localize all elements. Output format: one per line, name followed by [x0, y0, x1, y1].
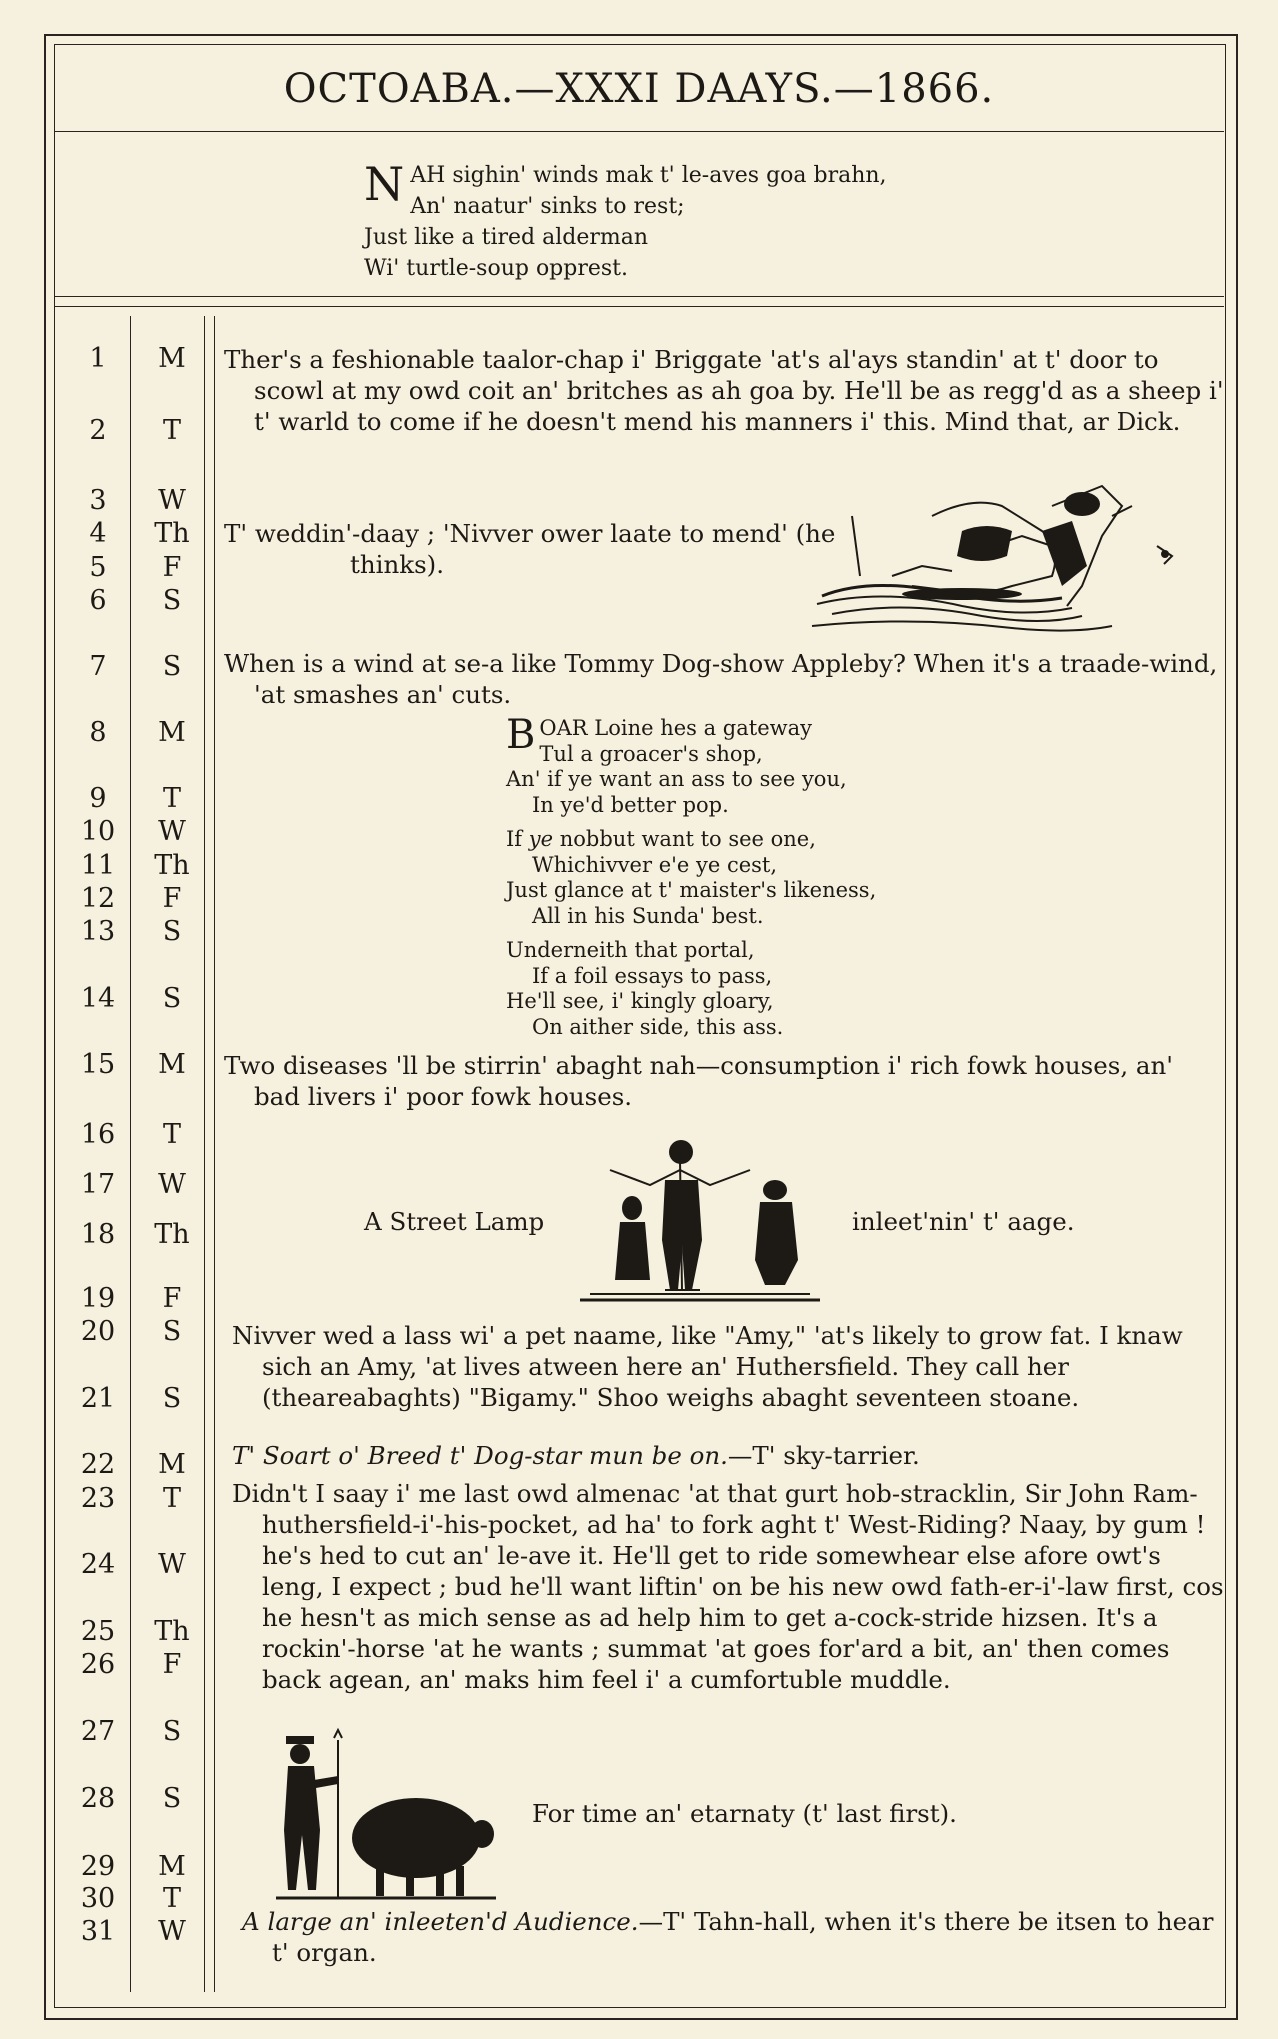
day-number: 25 — [80, 1616, 116, 1647]
day-number: 20 — [80, 1316, 116, 1347]
day-number: 11 — [80, 850, 116, 881]
day-number: 23 — [80, 1483, 116, 1514]
day-number: 19 — [80, 1283, 116, 1314]
weekday-letter: Th — [154, 1616, 190, 1647]
weekday-letter: M — [158, 1049, 186, 1080]
poem-dropcap: B — [506, 712, 536, 758]
entry-weddin-daay: T' weddin'-daay ; 'Nivver ower laate to mend' (he thinks). — [224, 519, 836, 579]
day-number: 2 — [89, 415, 107, 446]
weekday-letter: T — [162, 415, 181, 446]
weekday-letter: T — [162, 1483, 181, 1514]
weekday-letter: S — [162, 916, 182, 947]
witch-on-broom-illustration — [812, 476, 1192, 640]
weekday-letter: M — [158, 343, 186, 374]
entry-amy: Nivver wed a lass wi' a pet naame, like "Amy," 'at's likely to grow fat. I knaw sich an Amy, 'at lives atween here an' Huthersfield. They call her (theareabaghts) "Bigamy." Shoo weighs abaght seventeen stoane. — [232, 1321, 1183, 1412]
day-number: 1 — [89, 343, 107, 374]
entry-tommy-dog-show: When is a wind at se-a like Tommy Dog-show Appleby? When it's a traade-wind, 'at smashes an' cuts. — [224, 649, 1218, 709]
poem-line-2: Tul a groacer's shop, — [539, 741, 763, 766]
sunday-mark: S — [162, 983, 182, 1014]
verse-divider-top — [54, 296, 1224, 297]
page-title: OCTOABA.—XXXI DAAYS.—1866. — [283, 66, 995, 112]
day-number: 3 — [89, 485, 107, 516]
sunday-mark: S — [162, 651, 182, 682]
weekday-letter: F — [162, 883, 182, 914]
weekday-letter: W — [158, 485, 186, 516]
day-number: 16 — [80, 1119, 116, 1150]
street-lamp-caption-right: inleet'nin' t' aage. — [852, 1207, 1075, 1236]
man-with-pig-illustration — [276, 1730, 506, 1900]
day-number: 5 — [89, 552, 107, 583]
weekday-letter: M — [158, 717, 186, 748]
weekday-letter: Th — [154, 518, 190, 549]
verse-divider-bottom — [54, 306, 1224, 307]
entry-sir-john: Didn't I saay i' me last owd almenac 'at that gurt hob-stracklin, Sir John Ram-huthersfield-i'-his-pocket, ad ha' to fork aght t' West-Riding? Naay, by gum ! he's hed to cut an' le-ave it. He'll get to ride somewhear else afore owt's leng, I expect ; bud he'll want liftin' on be his new owd fath-er-i'-law first, cos he hesn't as mich sense as ad help him to get a-cock-stride hizsen. It's a rockin'-horse 'at he wants ; summat 'at goes for'ard a bit, an' then comes back agean, an' maks him feel i' a cumfortuble muddle. — [232, 1479, 1224, 1694]
weekday-letter: T — [162, 1119, 181, 1150]
poem-boar-loine — [506, 712, 976, 1040]
poem-line-10: If a foil essays to pass, — [532, 963, 773, 988]
weekday-letter: T — [162, 783, 181, 814]
weekday-letter: S — [162, 1716, 182, 1747]
weekday-letter: W — [158, 1169, 186, 1200]
weekday-letter: M — [158, 1449, 186, 1480]
sunday-mark: S — [162, 1383, 182, 1414]
poem-line-6: Whichivver e'e ye cest, — [532, 852, 778, 877]
weekday-letter: M — [158, 1851, 186, 1882]
day-number: 14 — [80, 983, 116, 1014]
day-number: 24 — [80, 1549, 116, 1580]
weekday-letter: W — [158, 1916, 186, 1947]
day-number: 6 — [89, 585, 107, 616]
day-number: 17 — [80, 1169, 116, 1200]
day-number: 18 — [80, 1219, 116, 1250]
entry-taalor: Ther's a feshionable taalor-chap i' Briggate 'at's al'ays standin' at t' door to scowl at my owd coit an' britches as ah goa by. He'll be as regg'd as a sheep i' t' warld to come if he doesn't mend his manners i' this. Mind that, ar Dick. — [224, 345, 1224, 436]
day-number: 21 — [80, 1383, 116, 1414]
verse-line-2: An' naatur' sinks to rest; — [410, 194, 685, 219]
verse-line-3: Just like a tired alderman — [364, 225, 649, 250]
day-number: 30 — [80, 1883, 116, 1914]
day-number: 27 — [80, 1716, 116, 1747]
day-number: 13 — [80, 916, 116, 947]
weekday-letter: S — [162, 585, 182, 616]
weekday-letter: W — [158, 816, 186, 847]
poem-line-5: If ye nobbut want to see one, — [506, 827, 816, 851]
title-divider — [54, 131, 1224, 132]
day-number: 8 — [89, 717, 107, 748]
entry-dog-star: T' Soart o' Breed t' Dog-star mun be on.—T' sky-tarrier. — [232, 1441, 920, 1470]
day-number: 9 — [89, 783, 107, 814]
entry-time-etarnaty: For time an' etarnaty (t' last first). — [532, 1799, 957, 1828]
weekday-letter: Th — [154, 1219, 190, 1250]
poem-line-4: In ye'd better pop. — [532, 792, 729, 817]
sunday-mark: S — [162, 1783, 182, 1814]
weekday-letter: F — [162, 552, 182, 583]
verse-line-1: AH sighin' winds mak t' le-aves goa brahn, — [410, 163, 887, 188]
weekday-letter: S — [162, 1316, 182, 1347]
day-number: 7 — [89, 651, 107, 682]
entry-two-diseases: Two diseases 'll be stirrin' abaght nah—consumption i' rich fowk houses, an' bad livers i' poor fowk houses. — [224, 1051, 1174, 1111]
opening-verse — [364, 157, 1084, 284]
weekday-letter: F — [162, 1283, 182, 1314]
poem-line-1: OAR Loine hes a gateway — [539, 716, 812, 740]
poem-line-11: He'll see, i' kingly gloary, — [506, 989, 774, 1013]
poem-line-3: An' if ye want an ass to see you, — [506, 767, 847, 791]
day-number: 15 — [80, 1049, 116, 1080]
poem-line-8: All in his Sunda' best. — [532, 903, 764, 928]
street-lamp-caption-left: A Street Lamp — [364, 1207, 545, 1236]
verse-dropcap: N — [364, 157, 405, 211]
street-lamp-illustration — [570, 1130, 832, 1308]
entry-large-audience: A large an' inleeten'd Audience.—T' Tahn-hall, when it's there be itsen to hear t' organ. — [242, 1907, 1214, 1967]
day-number: 29 — [80, 1851, 116, 1882]
day-number: 22 — [80, 1449, 116, 1480]
poem-line-7: Just glance at t' maister's likeness, — [506, 878, 877, 902]
weekday-column-rule-double — [214, 316, 215, 1992]
day-number: 12 — [80, 883, 116, 914]
weekday-letter: T — [162, 1883, 181, 1914]
poem-line-9: Underneith that portal, — [506, 938, 755, 962]
weekday-letter: F — [162, 1649, 182, 1680]
poem-line-12: On aither side, this ass. — [532, 1014, 784, 1039]
weekday-letter: Th — [154, 850, 190, 881]
day-number: 28 — [80, 1783, 116, 1814]
day-number: 26 — [80, 1649, 116, 1680]
day-number: 4 — [89, 518, 107, 549]
verse-line-4: Wi' turtle-soup opprest. — [364, 256, 629, 281]
weekday-letter: W — [158, 1549, 186, 1580]
day-number: 10 — [80, 816, 116, 847]
day-number: 31 — [80, 1916, 116, 1947]
